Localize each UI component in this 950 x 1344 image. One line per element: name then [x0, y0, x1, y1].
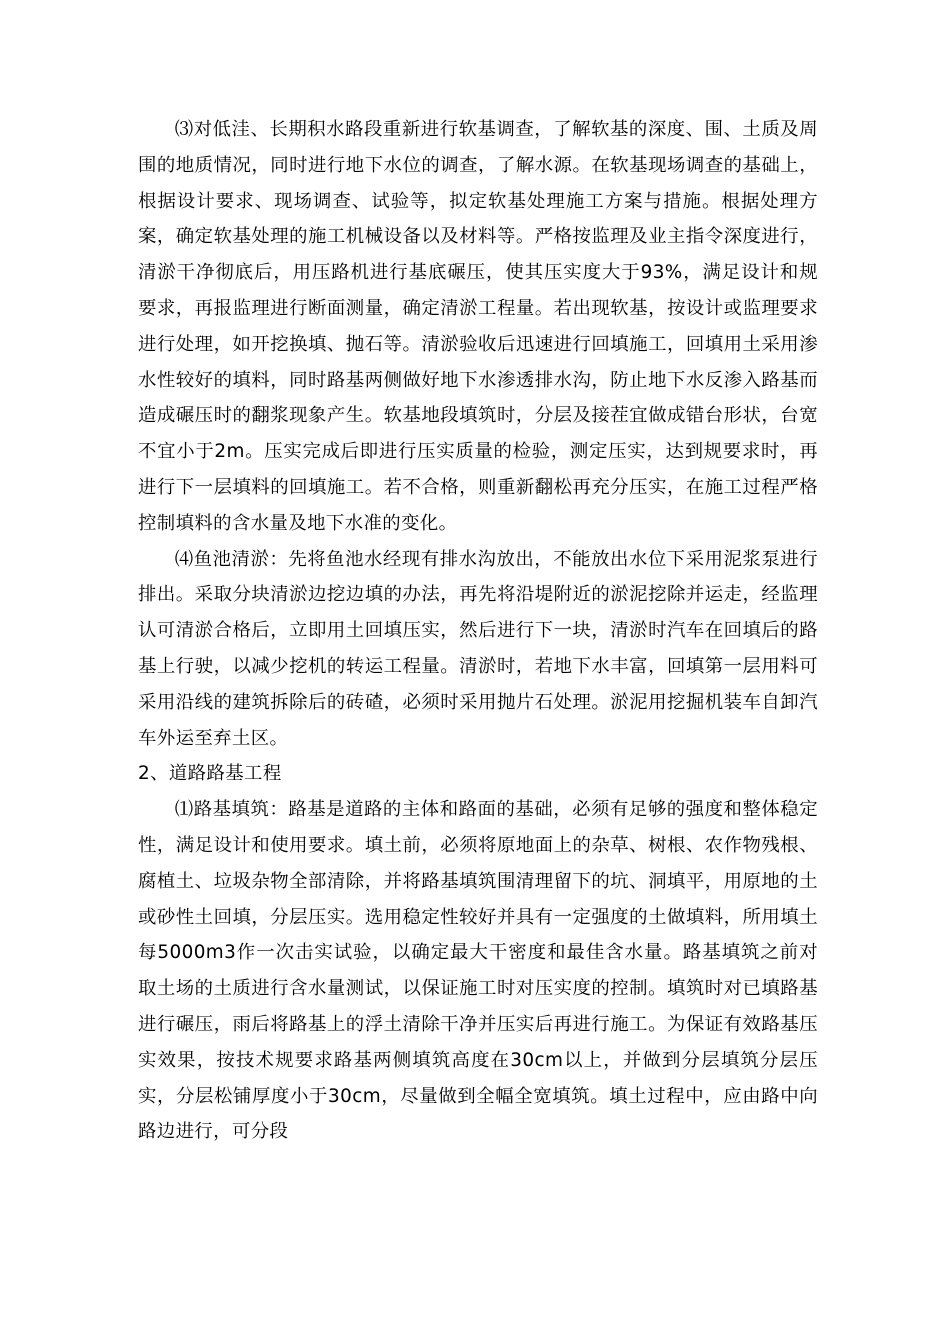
- paragraph-roadbed-filling: ⑴路基填筑：路基是道路的主体和路面的基础，必须有足够的强度和整体稳定性，满足设计和使用要求。填土前，必须将原地面上的杂草、树根、农作物残根、腐植土、垃圾杂物全部清除，并将路基填筑围清理留下的坑、洞填平，用原地的土或砂性土回填，分层压实。选用稳定性较好并具有一定强度的土做填料，所用填土每5000m3作一次击实试验，以确定最大干密度和最佳含水量。路基填筑之前对取土场的土质进行含水量测试，以保证施工时对压实度的控制。填筑时对已填路基进行碾压，雨后将路基上的浮土清除干净并压实后再进行施工。为保证有效路基压实效果，按技术规要求路基两侧填筑高度在30cm以上，并做到分层填筑分层压实，分层松铺厚度小于30cm，尽量做到全幅全宽填筑。填土过程中，应由路中向路边进行，可分段: [138, 799, 818, 1143]
- document-body: [138, 112, 818, 1150]
- paragraph-soft-foundation-survey: ⑶对低洼、长期积水路段重新进行软基调查，了解软基的深度、围、土质及周围的地质情况，同时进行地下水位的调查，了解水源。在软基现场调查的基础上，根据设计要求、现场调查、试验等，拟定软基处理施工方案与措施。根据处理方案，确定软基处理的施工机械设备以及材料等。严格按监理及业主指令深度进行，清淤干净彻底后，用压路机进行基底碾压，使其压实度大于93%，满足设计和规要求，再报监理进行断面测量，确定清淤工程量。若出现软基，按设计或监理要求进行处理，如开挖换填、抛石等。清淤验收后迅速进行回填施工，回填用土采用渗水性较好的填料，同时路基两侧做好地下水渗透排水沟，防止地下水反渗入路基而造成碾压时的翻浆现象产生。软基地段填筑时，分层及接茬宜做成错台形状，台宽不宜小于2m。压实完成后即进行压实质量的检验，测定压实，达到规要求时，再进行下一层填料的回填施工。若不合格，则重新翻松再充分压实，在施工过程严格控制填料的含水量及地下水准的变化。: [138, 119, 818, 534]
- paragraph-fishpond-dredging: ⑷鱼池清淤：先将鱼池水经现有排水沟放出，不能放出水位下采用泥浆泵进行排出。采取分块清淤边挖边填的办法，再先将沿堤附近的淤泥挖除并运走，经监理认可清淤合格后，立即用土回填压实，然后进行下一块，清淤时汽车在回填后的路基上行驶，以减少挖机的转运工程量。清淤时，若地下水丰富，回填第一层用料可采用沿线的建筑拆除后的砖碴，必须时采用抛片石处理。淤泥用挖掘机装车自卸汽车外运至弃土区。: [138, 548, 818, 749]
- section-heading-roadbed: 2、道路路基工程: [138, 763, 282, 785]
